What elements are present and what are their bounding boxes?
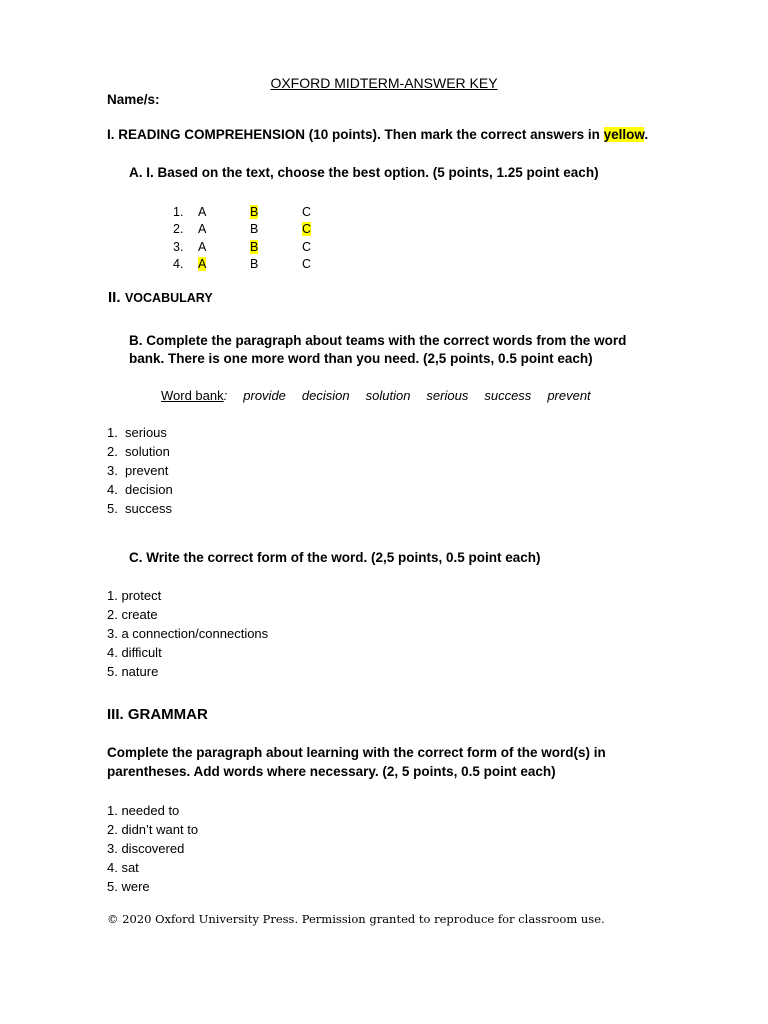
choice-row [173, 238, 322, 256]
choice-option-a: A [198, 257, 207, 272]
yellow-highlight-word: yellow [603, 127, 645, 142]
choice-number: 2. [173, 222, 184, 237]
list-number: 4. [107, 482, 118, 497]
choice-option-b: B [250, 257, 259, 272]
choice-option-b: B [250, 222, 259, 237]
section1-heading [107, 127, 648, 142]
section1-heading-text: I. READING COMPREHENSION (10 points). Then mark the correct answers in [107, 127, 604, 142]
choice-option-a: A [198, 204, 207, 219]
section1-heading-suffix: . [644, 127, 649, 142]
choice-option-b: B [250, 239, 259, 254]
part-b-answers [107, 423, 173, 518]
copyright-footer: © 2020 Oxford University Press. Permission granted to reproduce for classroom use. [107, 912, 605, 926]
choice-number: 3. [173, 239, 184, 254]
section2-numeral: II. [108, 289, 121, 306]
list-item: 2. didn’t want to [107, 822, 199, 837]
choice-option-b: B [250, 204, 259, 219]
part-b-instructions-line2: bank. There is one more word than you need. (2,5 points, 0.5 point each) [129, 351, 593, 366]
word-bank [161, 388, 591, 403]
choice-option-a: A [198, 222, 207, 237]
word-bank-colon: : [223, 388, 228, 403]
choice-option-c: C [302, 222, 312, 237]
grammar-instructions-line2: parentheses. Add words where necessary. (2, 5 points, 0.5 point each) [107, 764, 556, 779]
list-item: 2. create [107, 607, 158, 622]
choice-row [173, 203, 322, 221]
section3-heading: III. GRAMMAR [107, 706, 208, 723]
document-title: OXFORD MIDTERM-ANSWER KEY [270, 75, 498, 91]
list-item [107, 499, 173, 518]
list-number: 3. [107, 463, 118, 478]
word-bank-items [227, 388, 590, 403]
word-bank-item: solution [365, 388, 411, 403]
list-item [107, 423, 173, 442]
choice-row [173, 256, 322, 274]
word-bank-item: provide [243, 388, 286, 403]
choice-option-c: C [302, 204, 312, 219]
list-item: 1. needed to [107, 803, 180, 818]
list-item: 1. protect [107, 588, 162, 603]
list-text: serious [125, 425, 167, 440]
list-item: 4. difficult [107, 645, 162, 660]
list-item [107, 442, 173, 461]
choice-option-c: C [302, 257, 312, 272]
choice-row [173, 221, 322, 239]
word-bank-label: Word bank [161, 388, 224, 403]
part-b-instructions-line1: B. Complete the paragraph about teams with the correct words from the word [129, 333, 627, 348]
list-item: 4. sat [107, 860, 139, 875]
list-number: 2. [107, 444, 118, 459]
list-item: 5. were [107, 879, 150, 894]
word-bank-item: success [484, 388, 532, 403]
list-number: 1. [107, 425, 118, 440]
multiple-choice-answers [173, 203, 322, 273]
list-item: 5. nature [107, 664, 159, 679]
list-text: success [125, 501, 172, 516]
list-item: 3. a connection/connections [107, 626, 269, 641]
part-c-answers [107, 586, 268, 681]
list-item [107, 461, 173, 480]
section2-heading [108, 289, 213, 307]
list-text: solution [125, 444, 170, 459]
word-bank-item: serious [426, 388, 469, 403]
list-item: 3. discovered [107, 841, 185, 856]
list-number: 5. [107, 501, 118, 516]
choice-number: 1. [173, 204, 184, 219]
choice-option-a: A [198, 239, 207, 254]
name-label: Name/s: [107, 92, 160, 107]
list-text: prevent [125, 463, 169, 478]
grammar-answers [107, 801, 198, 896]
word-bank-item: prevent [547, 388, 591, 403]
choice-option-c: C [302, 239, 312, 254]
part-a-instructions: A. I. Based on the text, choose the best option. (5 points, 1.25 point each) [129, 165, 599, 180]
part-c-instructions: C. Write the correct form of the word. (2,5 points, 0.5 point each) [129, 550, 541, 565]
section2-title: VOCABULARY [124, 291, 213, 305]
choice-number: 4. [173, 257, 184, 272]
grammar-instructions-line1: Complete the paragraph about learning with the correct form of the word(s) in [107, 745, 606, 760]
list-item [107, 480, 173, 499]
word-bank-item: decision [301, 388, 350, 403]
list-text: decision [125, 482, 173, 497]
